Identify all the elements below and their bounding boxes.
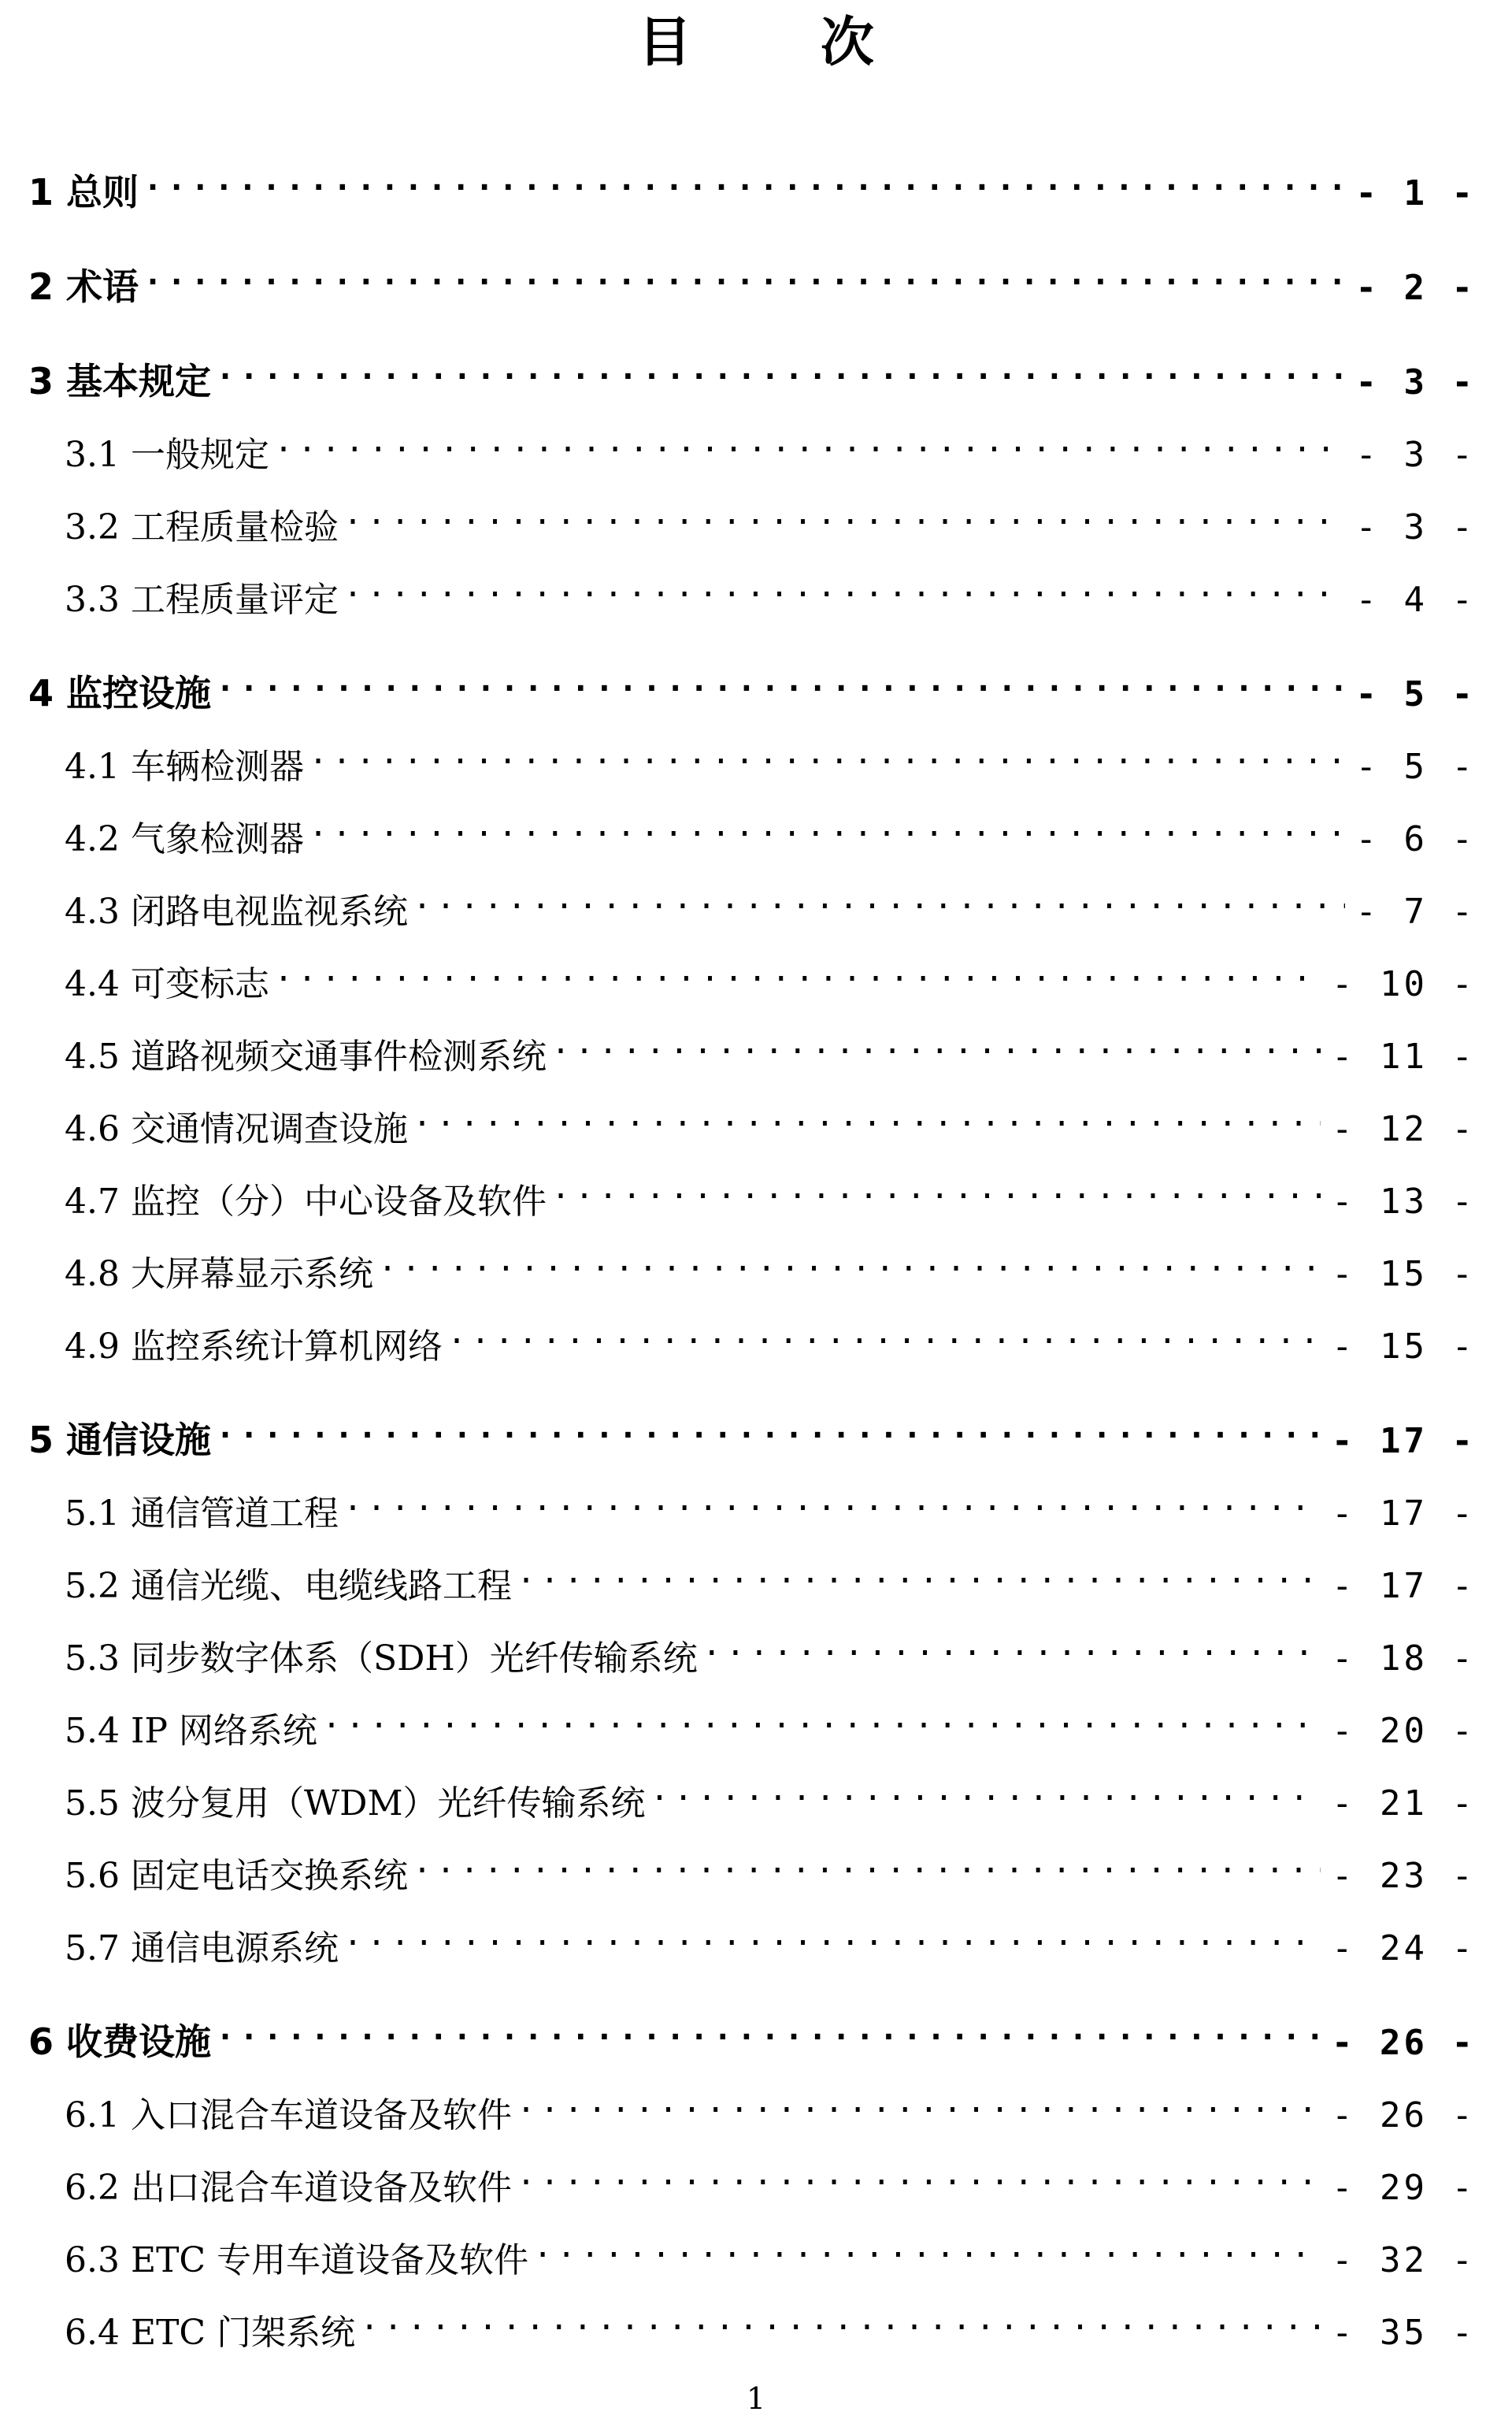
toc-entry-page: - 23 - <box>1325 1851 1476 1902</box>
toc-entry-page: - 17 - <box>1325 1489 1476 1539</box>
toc-entry-title: 5.1 通信管道工程 <box>65 1493 339 1534</box>
toc-entry-title: 4.7 监控（分）中心设备及软件 <box>65 1182 547 1222</box>
toc-entry-page: - 3 - <box>1350 430 1476 480</box>
toc-entry-page: - 29 - <box>1325 2163 1476 2213</box>
dot-leader <box>216 655 1345 706</box>
toc-entry[interactable] <box>65 2294 1476 2353</box>
dot-leader <box>413 873 1345 923</box>
toc-entry-title: 1 总则 <box>28 171 139 213</box>
dot-leader <box>702 1620 1321 1670</box>
dot-leader <box>274 945 1321 996</box>
dot-leader <box>551 1163 1321 1213</box>
dot-leader <box>143 154 1345 205</box>
toc-entry-title: 5.3 同步数字体系（SDH）光纤传输系统 <box>65 1638 698 1679</box>
toc-entry[interactable] <box>65 2221 1476 2280</box>
toc-entry-page: - 26 - <box>1325 2018 1476 2069</box>
toc-entry-page: - 15 - <box>1325 1322 1476 1372</box>
toc-entry-title: 4.1 车辆检测器 <box>65 747 304 787</box>
toc-entry[interactable] <box>65 1163 1476 1222</box>
toc-entry[interactable] <box>65 1620 1476 1679</box>
toc-entry[interactable] <box>28 343 1476 403</box>
toc-entry-page: - 3 - <box>1350 358 1476 408</box>
dot-leader <box>551 1018 1321 1068</box>
toc-entry-title: 3.2 工程质量检验 <box>65 507 339 547</box>
toc-entry-page: - 17 - <box>1325 1561 1476 1612</box>
toc-entry-title: 4.3 闭路电视监视系统 <box>65 892 408 932</box>
toc-entry[interactable] <box>65 488 1476 547</box>
dot-leader <box>322 1692 1321 1742</box>
dot-leader <box>533 2221 1321 2272</box>
toc-entry[interactable] <box>65 1235 1476 1294</box>
dot-leader <box>517 2149 1321 2199</box>
toc-entry-title: 5.6 固定电话交换系统 <box>65 1856 408 1896</box>
dot-leader <box>343 1909 1321 1960</box>
dot-leader <box>413 1837 1321 1887</box>
toc-entry-title: 4.8 大屏幕显示系统 <box>65 1254 373 1294</box>
toc-entry-title: 6.4 ETC 门架系统 <box>65 2313 356 2353</box>
toc-entry[interactable] <box>65 1475 1476 1534</box>
toc-entry[interactable] <box>65 416 1476 475</box>
toc-entry-title: 4.5 道路视频交通事件检测系统 <box>65 1037 547 1077</box>
toc-entry-title: 5.4 IP 网络系统 <box>65 1711 317 1751</box>
toc-entry-page: - 13 - <box>1325 1177 1476 1227</box>
toc-entry[interactable] <box>65 1547 1476 1606</box>
dot-leader <box>517 1547 1321 1597</box>
dot-leader <box>309 800 1345 851</box>
toc-entry[interactable] <box>28 1402 1476 1461</box>
toc-entry[interactable] <box>65 1764 1476 1824</box>
toc-entry[interactable] <box>65 1909 1476 1968</box>
dot-leader <box>413 1090 1321 1141</box>
dot-leader <box>143 249 1345 299</box>
toc-entry-page: - 1 - <box>1350 169 1476 219</box>
toc-entry-page: - 24 - <box>1325 1924 1476 1974</box>
toc-entry-title: 2 术语 <box>28 265 139 308</box>
toc-entry[interactable] <box>65 1692 1476 1751</box>
toc-entry[interactable] <box>65 561 1476 620</box>
toc-entry[interactable] <box>28 2004 1476 2063</box>
toc-entry-title: 6.2 出口混合车道设备及软件 <box>65 2168 512 2208</box>
dot-leader <box>343 1475 1321 1525</box>
page-number: 1 <box>746 2381 766 2416</box>
dot-leader <box>343 488 1345 539</box>
toc-entry[interactable] <box>65 945 1476 1004</box>
toc-entry-page: - 2 - <box>1350 263 1476 314</box>
toc-entry-page: - 21 - <box>1325 1779 1476 1829</box>
toc-entry-title: 5.7 通信电源系统 <box>65 1928 339 1968</box>
toc-entry[interactable] <box>65 800 1476 859</box>
dot-leader <box>447 1308 1321 1358</box>
toc-entry-page: - 32 - <box>1325 2235 1476 2286</box>
toc-entry-page: - 4 - <box>1350 575 1476 625</box>
dot-leader <box>309 728 1345 778</box>
toc-entry-page: - 3 - <box>1350 503 1476 553</box>
toc-entry-title: 3.3 工程质量评定 <box>65 580 339 620</box>
toc-entry-title: 3 基本规定 <box>28 360 212 403</box>
toc-entry[interactable] <box>28 249 1476 308</box>
toc-entry[interactable] <box>65 1837 1476 1896</box>
toc-entry-page: - 17 - <box>1325 1416 1476 1467</box>
toc-entry-page: - 20 - <box>1325 1706 1476 1757</box>
toc-entry-title: 6.1 入口混合车道设备及软件 <box>65 2095 512 2135</box>
dot-leader <box>216 2004 1321 2054</box>
toc-entry-title: 6 收费设施 <box>28 2020 212 2063</box>
toc-entry[interactable] <box>65 2149 1476 2208</box>
toc-entry-title: 5.2 通信光缆、电缆线路工程 <box>65 1566 512 1606</box>
toc-entry-title: 4 监控设施 <box>28 672 212 714</box>
page-title: 目 次 <box>638 12 929 74</box>
toc-entry-title: 4.9 监控系统计算机网络 <box>65 1326 443 1367</box>
dot-leader <box>378 1235 1321 1286</box>
dot-leader <box>360 2294 1321 2344</box>
toc-entry-title: 5.5 波分复用（WDM）光纤传输系统 <box>65 1783 646 1824</box>
toc-entry[interactable] <box>65 873 1476 932</box>
toc-entry[interactable] <box>65 728 1476 787</box>
toc-entry-page: - 26 - <box>1325 2091 1476 2141</box>
toc-entry-page: - 35 - <box>1325 2308 1476 2358</box>
toc-entry[interactable] <box>65 1090 1476 1149</box>
dot-leader <box>216 343 1345 394</box>
toc-entry-page: - 15 - <box>1325 1249 1476 1300</box>
dot-leader <box>343 561 1345 611</box>
dot-leader <box>650 1764 1321 1815</box>
toc-entry-page: - 7 - <box>1350 887 1476 937</box>
toc-entry-page: - 10 - <box>1325 959 1476 1010</box>
toc-entry-title: 4.6 交通情况调查设施 <box>65 1109 408 1149</box>
toc-entry[interactable] <box>28 154 1476 213</box>
toc-entry-title: 4.4 可变标志 <box>65 964 269 1004</box>
toc-entry-page: - 5 - <box>1350 742 1476 792</box>
toc-entry-page: - 5 - <box>1350 670 1476 720</box>
toc-entry-page: - 18 - <box>1325 1634 1476 1684</box>
dot-leader <box>216 1402 1321 1453</box>
toc-entry-title: 6.3 ETC 专用车道设备及软件 <box>65 2240 529 2280</box>
toc-entry-page: - 12 - <box>1325 1104 1476 1155</box>
toc-entry-title: 5 通信设施 <box>28 1419 212 1461</box>
dot-leader <box>274 416 1345 466</box>
dot-leader <box>517 2076 1321 2127</box>
toc-entry[interactable] <box>28 655 1476 714</box>
toc-entry-title: 4.2 气象检测器 <box>65 819 304 859</box>
toc-entry[interactable] <box>65 1018 1476 1077</box>
toc-entry-title: 3.1 一般规定 <box>65 435 269 475</box>
toc-entry-page: - 6 - <box>1350 814 1476 865</box>
toc-entry-page: - 11 - <box>1325 1032 1476 1082</box>
toc-entry[interactable] <box>65 1308 1476 1367</box>
toc-entry[interactable] <box>65 2076 1476 2135</box>
